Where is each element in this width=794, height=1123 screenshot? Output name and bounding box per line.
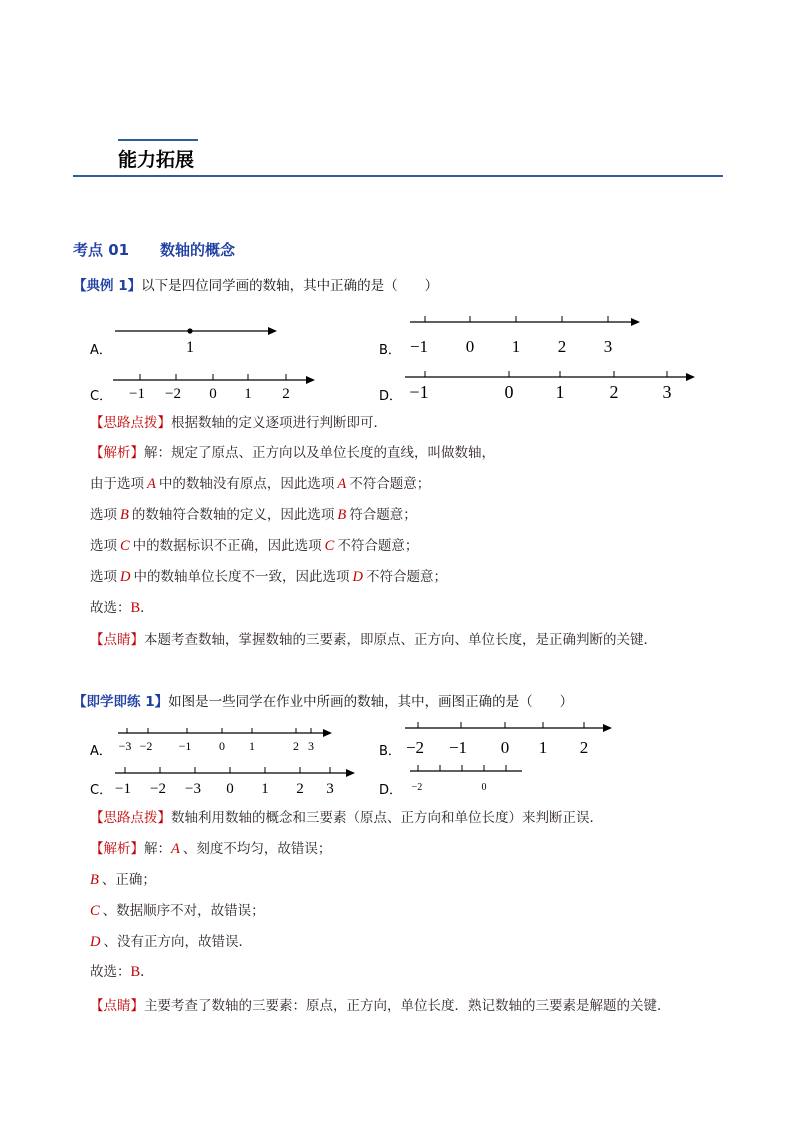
arrow-head <box>323 729 332 737</box>
axis-label: 1 <box>261 781 269 797</box>
analysis-text: 、没有正方向，故错误． <box>103 934 252 950</box>
hint-tag: 【思路点拨】 <box>90 810 171 826</box>
axis-label: 1 <box>249 739 255 753</box>
axis-label: 0 <box>465 337 475 356</box>
answer-choice: B <box>130 964 141 980</box>
number-line-b <box>379 722 612 759</box>
axis-label: 2 <box>296 781 304 797</box>
point-dot <box>187 328 192 333</box>
example-analysis-intro <box>90 443 495 463</box>
analysis-text: 选项 <box>90 569 117 585</box>
axis-label: 1 <box>186 339 194 356</box>
practice-analysis-line <box>90 870 156 890</box>
axis-label: −2 <box>165 386 181 402</box>
axis-label: −1 <box>115 781 131 797</box>
arrow-head <box>603 724 612 732</box>
practice-analysis-line <box>90 901 265 921</box>
axis-label: −3 <box>118 739 132 753</box>
arrow-head <box>631 318 640 326</box>
number-line-d <box>379 765 522 798</box>
hint-text: 数轴利用数轴的概念和三要素（原点、正方向和单位长度）来判断正误． <box>171 810 603 826</box>
heading-underline <box>73 175 723 177</box>
answer-prefix: 故选： <box>90 964 131 980</box>
analysis-text: 、刻度不均匀，故错误； <box>182 841 332 857</box>
analysis-text: 、正确； <box>101 872 156 888</box>
axis-label: 2 <box>609 382 619 402</box>
key-point-tag: 【点睛】 <box>90 632 144 648</box>
axis-label: 1 <box>555 382 565 402</box>
axis-label: −2 <box>150 781 166 797</box>
axis-label: 1 <box>244 386 252 402</box>
practice-tag: 【即学即练 1】 <box>73 694 169 710</box>
analysis-text: 符合题意； <box>349 507 417 523</box>
practice-question-text: 如图是一些同学在作业中所画的数轴，其中，画图正确的是（ ） <box>168 694 574 710</box>
analysis-tag: 【解析】 <box>90 445 144 461</box>
number-line-b <box>379 316 640 358</box>
section-title: 能力拓展 <box>118 149 195 171</box>
option-letter: D． <box>379 389 403 404</box>
answer-prefix: 故选： <box>90 600 131 616</box>
number-line-d <box>379 371 695 404</box>
practice-hint <box>90 808 603 828</box>
answer-suffix: ． <box>140 600 154 616</box>
number-line-a <box>90 728 332 759</box>
heading-accent-line <box>118 139 198 141</box>
option-letter: C． <box>90 389 113 404</box>
option-letter: A． <box>90 343 112 358</box>
example-question-text: 以下是四位同学画的数轴，其中正确的是（ ） <box>141 278 439 294</box>
axis-label: 0 <box>226 781 234 797</box>
axis-label: 3 <box>308 739 314 753</box>
arrow-head <box>346 769 355 777</box>
analysis-line <box>90 474 430 494</box>
practice-figures <box>0 715 794 800</box>
analysis-text: 不符合题意； <box>337 538 419 554</box>
hint-tag: 【思路点拨】 <box>90 415 171 431</box>
option-ref: C <box>120 538 130 554</box>
analysis-text: 中的数轴单位长度不一致，因此选项 <box>133 569 350 585</box>
option-letter: C． <box>90 783 113 798</box>
analysis-text: 选项 <box>90 507 117 523</box>
option-ref: A <box>337 476 347 492</box>
analysis-text: 解：规定了原点、正方向以及单位长度的直线，叫做数轴， <box>144 445 495 461</box>
axis-label: −2 <box>405 738 425 757</box>
axis-label: −2 <box>411 782 423 793</box>
axis-label: −1 <box>409 337 429 356</box>
analysis-text: 中的数据标识不正确，因此选项 <box>132 538 322 554</box>
axis-label: 2 <box>557 337 567 356</box>
axis-label: −1 <box>409 382 429 402</box>
key-point-text: 主要考查了数轴的三要素：原点，正方向，单位长度．熟记数轴的三要素是解题的关键． <box>144 998 671 1014</box>
number-line-c <box>90 767 355 798</box>
axis-label: −3 <box>185 781 201 797</box>
axis-label: 3 <box>662 382 672 402</box>
example-figures <box>0 300 794 410</box>
key-point-tag: 【点睛】 <box>90 998 144 1014</box>
axis-label: 3 <box>603 337 613 356</box>
option-letter: A． <box>90 744 112 759</box>
topic-number: 考点 01 <box>73 241 130 259</box>
arrow-head <box>686 373 695 381</box>
example-question <box>73 276 438 296</box>
arrow-head <box>306 376 315 384</box>
axis-label: 2 <box>579 738 589 757</box>
practice-analysis-line <box>90 839 331 859</box>
option-ref: C <box>90 903 100 919</box>
analysis-text: 不符合题意； <box>349 476 431 492</box>
analysis-text: 由于选项 <box>90 476 144 492</box>
analysis-text: 、数据顺序不对，故错误； <box>102 903 265 919</box>
axis-label: −1 <box>448 738 468 757</box>
example-key-point <box>90 630 657 650</box>
hint-text: 根据数轴的定义逐项进行判断即可． <box>171 415 387 431</box>
analysis-tag: 【解析】 <box>90 841 144 857</box>
option-ref: C <box>324 538 335 554</box>
axis-label: 2 <box>282 386 290 402</box>
axis-label: −2 <box>139 739 153 753</box>
practice-analysis-line <box>90 932 252 952</box>
key-point-text: 本题考查数轴，掌握数轴的三要素，即原点、正方向、单位长度，是正确判断的关键． <box>144 632 657 648</box>
arrow-head <box>268 327 277 335</box>
analysis-line <box>90 536 418 556</box>
analysis-text: 中的数轴没有原点，因此选项 <box>158 476 335 492</box>
axis-label: 0 <box>504 382 514 402</box>
option-ref: D <box>90 934 101 950</box>
axis-label: 3 <box>326 781 334 797</box>
answer-suffix: ． <box>140 964 154 980</box>
axis-label: 0 <box>219 739 225 753</box>
option-ref: D <box>120 569 131 585</box>
axis-label: 0 <box>209 386 217 402</box>
practice-answer <box>90 962 154 982</box>
option-letter: D． <box>379 783 403 798</box>
option-letter: B． <box>379 744 401 759</box>
option-ref: B <box>120 507 129 523</box>
option-ref: B <box>337 507 347 523</box>
axis-label: 1 <box>511 337 521 356</box>
number-line-a <box>90 327 277 358</box>
option-ref: A <box>171 841 180 857</box>
axis-label: 2 <box>293 739 299 753</box>
topic-name: 数轴的概念 <box>160 241 236 259</box>
option-ref: A <box>147 476 156 492</box>
axis-label: 1 <box>538 738 548 757</box>
example-hint <box>90 413 387 433</box>
practice-key-point <box>90 996 671 1016</box>
example-answer <box>90 598 154 618</box>
analysis-text: 不符合题意； <box>365 569 447 585</box>
analysis-line <box>90 505 417 525</box>
option-ref: D <box>352 569 363 585</box>
number-line-c <box>90 374 315 404</box>
practice-question <box>73 692 573 712</box>
axis-label: 0 <box>500 738 510 757</box>
axis-label: −1 <box>178 739 192 753</box>
option-ref: B <box>90 872 99 888</box>
analysis-line <box>90 567 447 587</box>
analysis-text: 的数轴符合数轴的定义，因此选项 <box>131 507 335 523</box>
analysis-text: 解： <box>144 841 171 857</box>
axis-label: −1 <box>129 386 145 402</box>
option-letter: B． <box>379 343 401 358</box>
analysis-text: 选项 <box>90 538 117 554</box>
example-tag: 【典例 1】 <box>73 278 142 294</box>
axis-label: 0 <box>481 782 487 793</box>
answer-choice: B <box>130 600 141 616</box>
